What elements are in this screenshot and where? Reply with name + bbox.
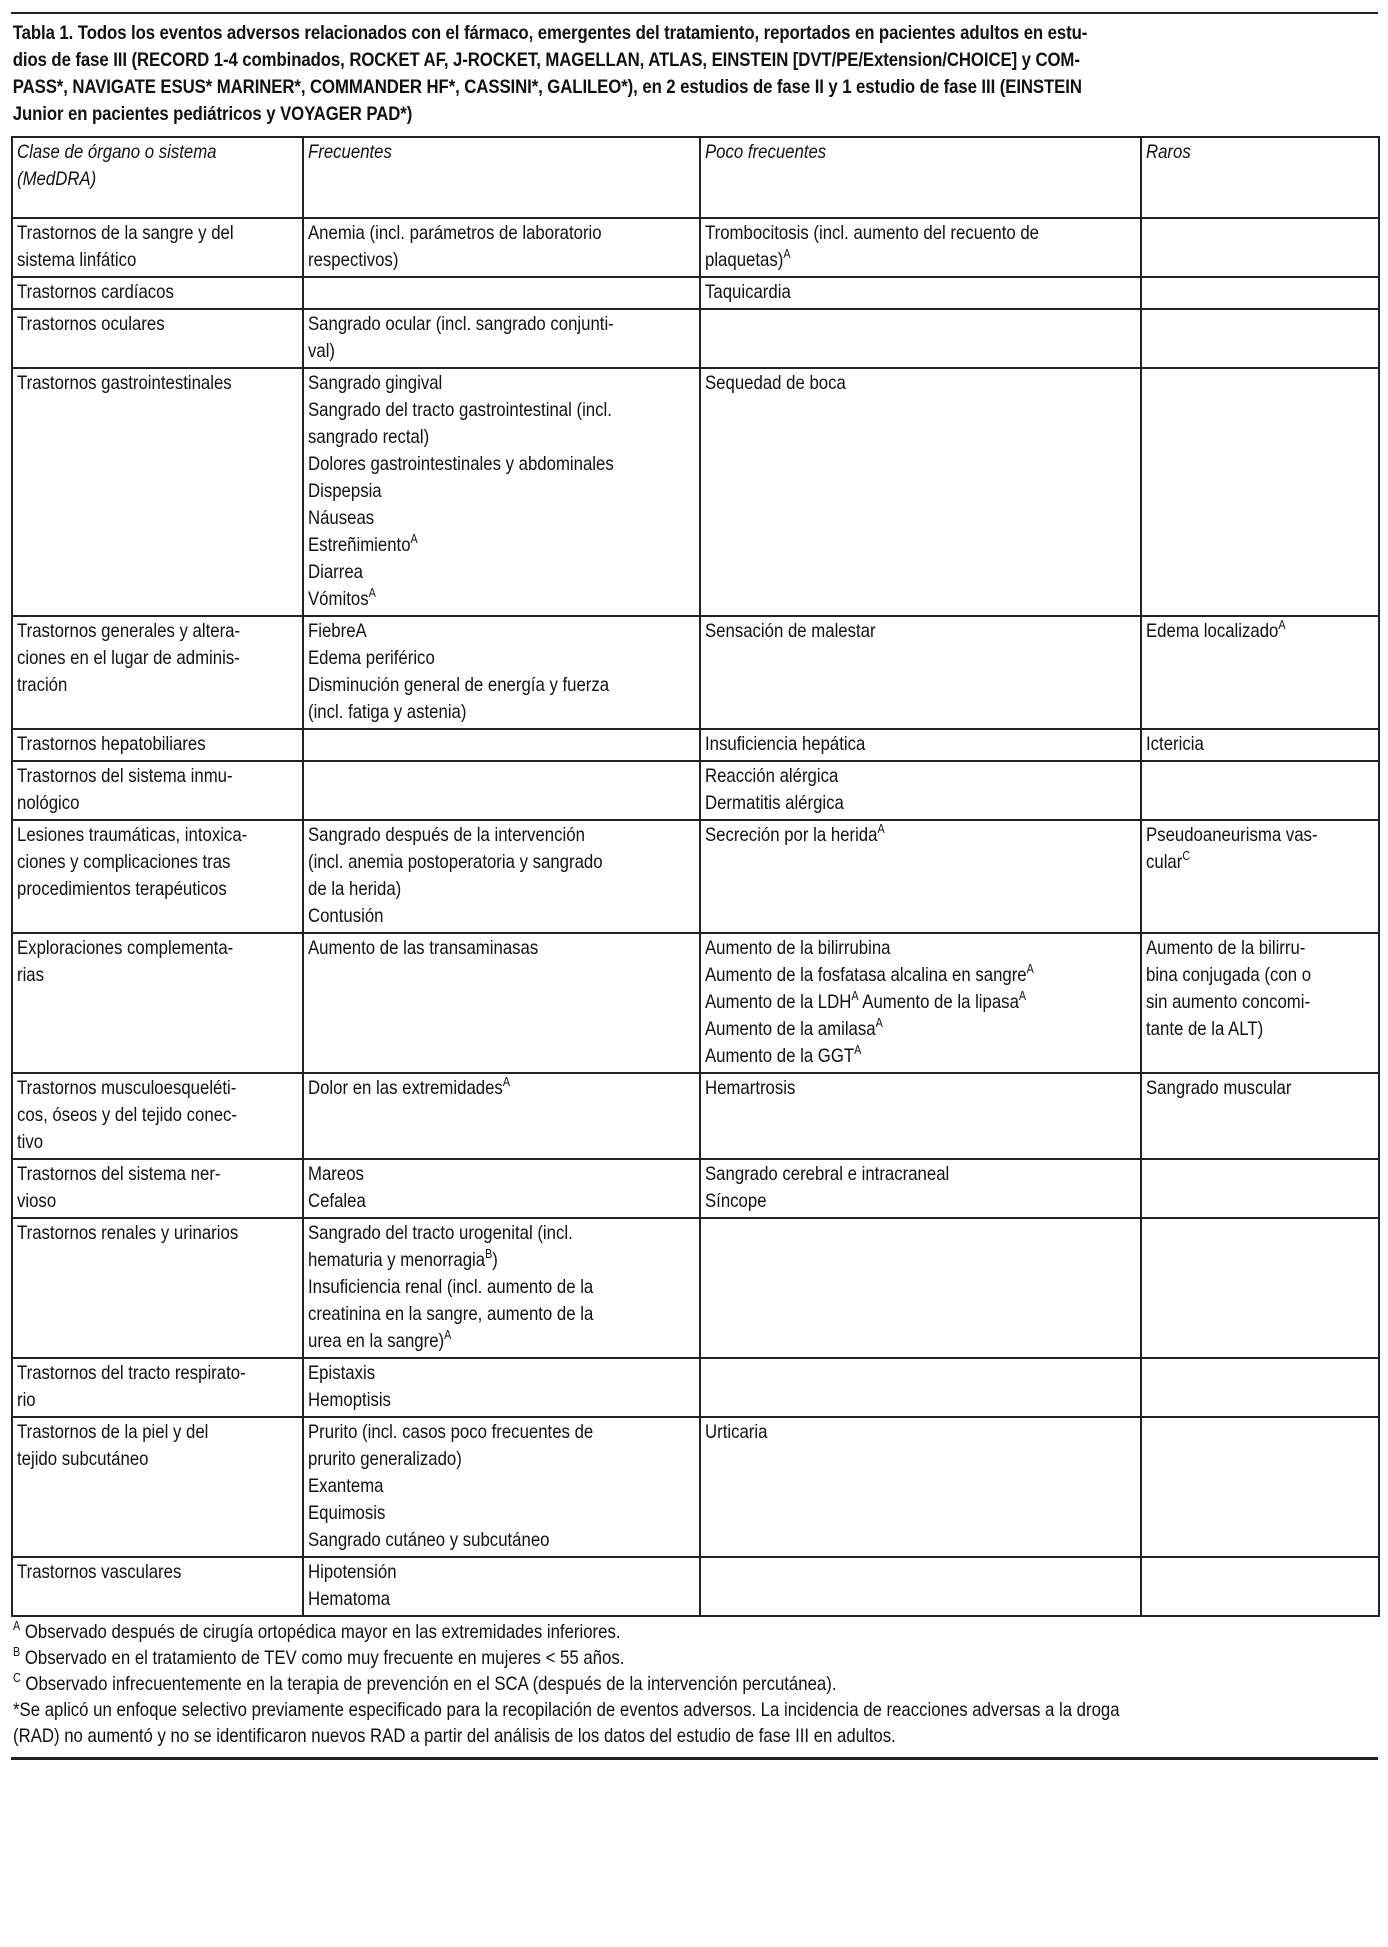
event-text: Dermatitis alérgica — [705, 792, 844, 814]
event-item — [705, 1161, 1135, 1188]
event-item — [1146, 618, 1373, 645]
table-row — [12, 368, 1379, 616]
cell-poco-frecuentes — [700, 761, 1141, 820]
header-text: Poco frecuentes — [705, 141, 827, 163]
cell-soc — [12, 1218, 303, 1358]
event-item — [308, 1161, 694, 1188]
event-item — [308, 699, 694, 726]
event-item — [1146, 1016, 1373, 1043]
cell-raros — [1141, 368, 1379, 616]
event-text: sin aumento concomi- — [1146, 991, 1311, 1013]
event-text: Secreción por la herida — [705, 824, 878, 846]
cell-soc — [12, 1073, 303, 1159]
event-item — [308, 370, 694, 397]
event-text: Sequedad de boca — [705, 372, 846, 394]
event-text: Síncope — [705, 1190, 767, 1212]
cell-raros — [1141, 1218, 1379, 1358]
event-text: Reacción alérgica — [705, 765, 839, 787]
cell-frecuentes — [303, 1417, 700, 1557]
soc-text: ciones y complicaciones tras — [17, 851, 231, 873]
table-row — [12, 1159, 1379, 1218]
cell-frecuentes — [303, 1557, 700, 1616]
cell-soc — [12, 218, 303, 277]
soc-text: Trastornos renales y urinarios — [17, 1222, 239, 1244]
footnote-marker: A — [1018, 989, 1027, 1003]
cell-frecuentes — [303, 368, 700, 616]
event-text: Equimosis — [308, 1502, 386, 1524]
event-item — [308, 1586, 694, 1613]
table-row — [12, 616, 1379, 729]
cell-raros — [1141, 277, 1379, 309]
cell-raros — [1141, 1417, 1379, 1557]
event-item — [308, 424, 694, 451]
soc-text: Lesiones traumáticas, intoxica- — [17, 824, 248, 846]
event-item — [705, 763, 1135, 790]
soc-text: rio — [17, 1389, 36, 1411]
cell-soc — [12, 616, 303, 729]
event-item — [308, 1446, 694, 1473]
event-text: Insuficiencia renal (incl. aumento de la — [308, 1276, 594, 1298]
event-text: hematuria y menorragia — [308, 1249, 486, 1271]
event-item — [1146, 1075, 1373, 1102]
header-text: Raros — [1146, 141, 1191, 163]
footnote — [13, 1619, 1376, 1645]
cell-raros — [1141, 729, 1379, 761]
table-row — [12, 933, 1379, 1073]
event-text: Sensación de malestar — [705, 620, 876, 642]
event-item — [705, 1043, 1135, 1070]
event-text: Aumento de la lipasa — [858, 991, 1019, 1013]
event-text: Aumento de las transaminasas — [308, 937, 539, 959]
footnote-marker: B — [13, 1645, 21, 1659]
footnote-text: Observado en el tratamiento de TEV como muy frecuente en mujeres < 55 años. — [20, 1647, 625, 1669]
cell-soc — [12, 761, 303, 820]
event-text: Dolor en las extremidades — [308, 1077, 503, 1099]
event-text: Prurito (incl. casos poco frecuentes de — [308, 1421, 594, 1443]
table-title — [11, 14, 1382, 136]
cell-poco-frecuentes — [700, 1358, 1141, 1417]
event-text: Sangrado cutáneo y subcutáneo — [308, 1529, 550, 1551]
event-item — [308, 1075, 694, 1102]
event-item — [308, 672, 694, 699]
document-page — [11, 12, 1378, 1760]
cell-frecuentes — [303, 1159, 700, 1218]
table-row — [12, 1557, 1379, 1616]
soc-text: Trastornos de la piel y del — [17, 1421, 209, 1443]
table-row — [12, 820, 1379, 933]
cell-frecuentes — [303, 309, 700, 368]
table-row — [12, 1073, 1379, 1159]
event-text: cular — [1146, 851, 1183, 873]
event-text: Aumento de la bilirrubina — [705, 937, 891, 959]
event-item — [308, 505, 694, 532]
event-text: Cefalea — [308, 1190, 366, 1212]
cell-poco-frecuentes — [700, 368, 1141, 616]
cell-poco-frecuentes — [700, 1073, 1141, 1159]
event-text: Ictericia — [1146, 733, 1204, 755]
event-item — [308, 451, 694, 478]
header-raros — [1141, 137, 1379, 218]
cell-raros — [1141, 933, 1379, 1073]
footnote — [13, 1723, 1376, 1749]
event-text: Taquicardia — [705, 281, 791, 303]
table-row — [12, 309, 1379, 368]
event-item — [308, 876, 694, 903]
event-item — [705, 1188, 1135, 1215]
table-row — [12, 1358, 1379, 1417]
event-item — [308, 1387, 694, 1414]
table-body — [12, 218, 1379, 1616]
table-row — [12, 761, 1379, 820]
event-item — [1146, 822, 1373, 849]
event-item — [308, 1473, 694, 1500]
header-soc — [12, 137, 303, 218]
event-text: Sangrado cerebral e intracraneal — [705, 1163, 950, 1185]
event-item — [705, 989, 1135, 1016]
event-text: Edema periférico — [308, 647, 435, 669]
header-row — [12, 137, 1379, 218]
event-text: val) — [308, 340, 336, 362]
event-item — [705, 247, 1135, 274]
event-item — [705, 1016, 1135, 1043]
footnote-text: *Se aplicó un enfoque selectivo previamente especificado para la recopilación de eventos adversos. La incidencia de reacciones adversas a la droga — [13, 1699, 1120, 1721]
footnote — [13, 1671, 1376, 1697]
event-text: tante de la ALT) — [1146, 1018, 1264, 1040]
soc-text: Trastornos oculares — [17, 313, 165, 335]
event-item — [308, 1328, 694, 1355]
event-text: Hemoptisis — [308, 1389, 391, 1411]
event-text: ) — [492, 1249, 498, 1271]
event-item — [705, 618, 1135, 645]
header-text: Frecuentes — [308, 141, 392, 163]
footnote — [13, 1697, 1376, 1723]
event-item — [705, 822, 1135, 849]
soc-text: Trastornos generales y altera- — [17, 620, 241, 642]
table-row — [12, 729, 1379, 761]
event-text: Pseudoaneurisma vas- — [1146, 824, 1318, 846]
event-text: Náuseas — [308, 507, 375, 529]
adverse-events-table — [11, 136, 1380, 1617]
cell-soc — [12, 368, 303, 616]
table-row — [12, 1417, 1379, 1557]
cell-frecuentes — [303, 729, 700, 761]
event-text: Mareos — [308, 1163, 364, 1185]
soc-text: Exploraciones complementa- — [17, 937, 234, 959]
event-item — [308, 1274, 694, 1301]
event-text: Aumento de la fosfatasa alcalina en sangre — [705, 964, 1027, 986]
footnote-text: Observado después de cirugía ortopédica mayor en las extremidades inferiores. — [20, 1621, 621, 1643]
cell-poco-frecuentes — [700, 820, 1141, 933]
event-text: Aumento de la amilasa — [705, 1018, 876, 1040]
event-item — [1146, 849, 1373, 876]
cell-poco-frecuentes — [700, 616, 1141, 729]
event-item — [705, 731, 1135, 758]
cell-raros — [1141, 1073, 1379, 1159]
table-row — [12, 1218, 1379, 1358]
soc-text: Trastornos del sistema inmu- — [17, 765, 233, 787]
event-item — [1146, 731, 1373, 758]
event-text: Sangrado ocular (incl. sangrado conjunti- — [308, 313, 614, 335]
event-text: Insuficiencia hepática — [705, 733, 866, 755]
event-item — [308, 559, 694, 586]
soc-text: nológico — [17, 792, 80, 814]
event-item — [705, 1075, 1135, 1102]
soc-text: rias — [17, 964, 45, 986]
footnote-marker: A — [877, 822, 885, 836]
soc-text: Trastornos del tracto respirato- — [17, 1362, 246, 1384]
event-item — [308, 822, 694, 849]
cell-frecuentes — [303, 933, 700, 1073]
header-frecuentes — [303, 137, 700, 218]
event-item — [308, 1419, 694, 1446]
cell-poco-frecuentes — [700, 218, 1141, 277]
cell-raros — [1141, 616, 1379, 729]
footnote-marker: A — [783, 247, 791, 261]
footnote — [13, 1645, 1376, 1671]
event-text: prurito generalizado) — [308, 1448, 462, 1470]
event-item — [308, 1188, 694, 1215]
event-text: Hipotensión — [308, 1561, 397, 1583]
cell-raros — [1141, 218, 1379, 277]
table-row — [12, 218, 1379, 277]
event-item — [308, 397, 694, 424]
event-text: bina conjugada (con o — [1146, 964, 1312, 986]
event-text: Epistaxis — [308, 1362, 376, 1384]
event-text: (incl. anemia postoperatoria y sangrado — [308, 851, 603, 873]
footnote-marker: C — [13, 1671, 21, 1685]
soc-text: Trastornos cardíacos — [17, 281, 174, 303]
cell-frecuentes — [303, 277, 700, 309]
event-item — [705, 279, 1135, 306]
soc-text: ciones en el lugar de adminis- — [17, 647, 240, 669]
event-text: Aumento de la GGT — [705, 1045, 855, 1067]
soc-text: Trastornos musculoesqueléti- — [17, 1077, 237, 1099]
cell-poco-frecuentes — [700, 277, 1141, 309]
event-text: Sangrado del tracto urogenital (incl. — [308, 1222, 573, 1244]
cell-soc — [12, 820, 303, 933]
cell-soc — [12, 1159, 303, 1218]
cell-soc — [12, 1417, 303, 1557]
event-text: Sangrado muscular — [1146, 1077, 1292, 1099]
cell-raros — [1141, 309, 1379, 368]
footnote-marker: C — [1182, 849, 1191, 863]
footnote-marker: A — [368, 586, 376, 600]
event-item — [308, 338, 694, 365]
soc-text: Trastornos gastrointestinales — [17, 372, 232, 394]
event-item — [308, 586, 694, 613]
cell-soc — [12, 309, 303, 368]
event-item — [705, 962, 1135, 989]
cell-soc — [12, 729, 303, 761]
cell-frecuentes — [303, 1358, 700, 1417]
soc-text: procedimientos terapéuticos — [17, 878, 227, 900]
bottom-rule — [11, 1757, 1378, 1760]
footnotes — [11, 1617, 1378, 1757]
event-text: creatinina en la sangre, aumento de la — [308, 1303, 594, 1325]
header-poco-frecuentes — [700, 137, 1141, 218]
event-text: Estreñimiento — [308, 534, 411, 556]
event-text: Vómitos — [308, 588, 369, 610]
soc-text: cos, óseos y del tejido conec- — [17, 1104, 237, 1126]
cell-frecuentes — [303, 616, 700, 729]
event-text: FiebreA — [308, 620, 367, 642]
footnote-marker: A — [1278, 618, 1286, 632]
event-item — [308, 1500, 694, 1527]
event-item — [308, 1559, 694, 1586]
event-text: Hemartrosis — [705, 1077, 796, 1099]
event-text: Sangrado gingival — [308, 372, 443, 394]
event-text: Dispepsia — [308, 480, 382, 502]
event-text: Diarrea — [308, 561, 363, 583]
header-text: Clase de órgano o sistema — [17, 141, 217, 163]
event-text: Hematoma — [308, 1588, 391, 1610]
cell-soc — [12, 933, 303, 1073]
footnote-marker: A — [13, 1619, 21, 1633]
event-text: Aumento de la LDH — [705, 991, 852, 1013]
event-item — [308, 1360, 694, 1387]
event-text: Contusión — [308, 905, 384, 927]
header-text: (MedDRA) — [17, 168, 97, 190]
event-text: Disminución general de energía y fuerza — [308, 674, 610, 696]
footnote-text: (RAD) no aumentó y no se identificaron nuevos RAD a partir del análisis de los datos del estudio de fase III en adultos. — [13, 1725, 896, 1747]
event-item — [308, 935, 694, 962]
footnote-text: Observado infrecuentemente en la terapia de prevención en el SCA (después de la intervención percutánea). — [20, 1673, 837, 1695]
event-text: Edema localizado — [1146, 620, 1279, 642]
event-text: Exantema — [308, 1475, 384, 1497]
event-item — [308, 1247, 694, 1274]
event-text: Trombocitosis (incl. aumento del recuento de — [705, 222, 1040, 244]
cell-raros — [1141, 761, 1379, 820]
soc-text: Trastornos de la sangre y del — [17, 222, 234, 244]
cell-frecuentes — [303, 820, 700, 933]
event-text: Sangrado del tracto gastrointestinal (incl. — [308, 399, 612, 421]
event-item — [308, 645, 694, 672]
table-row — [12, 277, 1379, 309]
cell-poco-frecuentes — [700, 729, 1141, 761]
soc-text: tejido subcutáneo — [17, 1448, 149, 1470]
soc-text: tivo — [17, 1131, 44, 1153]
event-item — [705, 370, 1135, 397]
footnote-marker: A — [444, 1328, 452, 1342]
cell-poco-frecuentes — [700, 1557, 1141, 1616]
event-text: Anemia (incl. parámetros de laboratorio — [308, 222, 602, 244]
event-item — [705, 935, 1135, 962]
cell-soc — [12, 277, 303, 309]
soc-text: sistema linfático — [17, 249, 137, 271]
footnote-marker: A — [851, 989, 859, 1003]
event-item — [705, 220, 1135, 247]
event-item — [1146, 989, 1373, 1016]
event-text: urea en la sangre) — [308, 1330, 445, 1352]
event-text: respectivos) — [308, 249, 399, 271]
soc-text: Trastornos hepatobiliares — [17, 733, 206, 755]
cell-raros — [1141, 820, 1379, 933]
event-item — [308, 903, 694, 930]
event-item — [308, 1220, 694, 1247]
event-item — [308, 618, 694, 645]
event-text: (incl. fatiga y astenia) — [308, 701, 467, 723]
event-item — [308, 247, 694, 274]
event-text: sangrado rectal) — [308, 426, 430, 448]
cell-frecuentes — [303, 1218, 700, 1358]
event-text: Sangrado después de la intervención — [308, 824, 585, 846]
event-item — [308, 478, 694, 505]
cell-raros — [1141, 1159, 1379, 1218]
cell-poco-frecuentes — [700, 1159, 1141, 1218]
footnote-marker: A — [1026, 962, 1034, 976]
cell-raros — [1141, 1557, 1379, 1616]
event-item — [705, 790, 1135, 817]
event-item — [1146, 962, 1373, 989]
soc-text: vioso — [17, 1190, 57, 1212]
soc-text: Trastornos del sistema ner- — [17, 1163, 221, 1185]
cell-poco-frecuentes — [700, 1417, 1141, 1557]
title-line: Tabla 1. Todos los eventos adversos relacionados con el fármaco, emergentes del tratamiento, reportados en pacientes adultos en estu- — [12, 22, 1088, 44]
footnote-marker: A — [854, 1043, 862, 1057]
cell-frecuentes — [303, 1073, 700, 1159]
event-text: Urticaria — [705, 1421, 768, 1443]
footnote-marker: A — [502, 1075, 510, 1089]
title-line: Junior en pacientes pediátricos y VOYAGER PAD*) — [12, 103, 413, 125]
event-text: Aumento de la bilirru- — [1146, 937, 1306, 959]
event-text: de la herida) — [308, 878, 402, 900]
title-line: dios de fase III (RECORD 1-4 combinados, ROCKET AF, J-ROCKET, MAGELLAN, ATLAS, EINSTEIN [DVT/PE/Extension/CHOICE] y COM- — [12, 49, 1080, 71]
event-item — [705, 1419, 1135, 1446]
event-item — [308, 220, 694, 247]
event-text: plaquetas) — [705, 249, 784, 271]
event-item — [308, 849, 694, 876]
cell-soc — [12, 1557, 303, 1616]
event-item — [308, 311, 694, 338]
footnote-marker: B — [485, 1247, 493, 1261]
cell-soc — [12, 1358, 303, 1417]
soc-text: tración — [17, 674, 68, 696]
footnote-marker: A — [875, 1016, 883, 1030]
footnote-marker: A — [410, 532, 418, 546]
cell-poco-frecuentes — [700, 933, 1141, 1073]
cell-poco-frecuentes — [700, 309, 1141, 368]
event-item — [308, 532, 694, 559]
cell-poco-frecuentes — [700, 1218, 1141, 1358]
soc-text: Trastornos vasculares — [17, 1561, 182, 1583]
cell-frecuentes — [303, 218, 700, 277]
title-line: PASS*, NAVIGATE ESUS* MARINER*, COMMANDER HF*, CASSINI*, GALILEO*), en 2 estudios de fase II y 1 estudio de fase III (EINSTEIN — [12, 76, 1082, 98]
cell-frecuentes — [303, 761, 700, 820]
cell-raros — [1141, 1358, 1379, 1417]
event-item — [1146, 935, 1373, 962]
event-text: Dolores gastrointestinales y abdominales — [308, 453, 614, 475]
event-item — [308, 1527, 694, 1554]
event-item — [308, 1301, 694, 1328]
